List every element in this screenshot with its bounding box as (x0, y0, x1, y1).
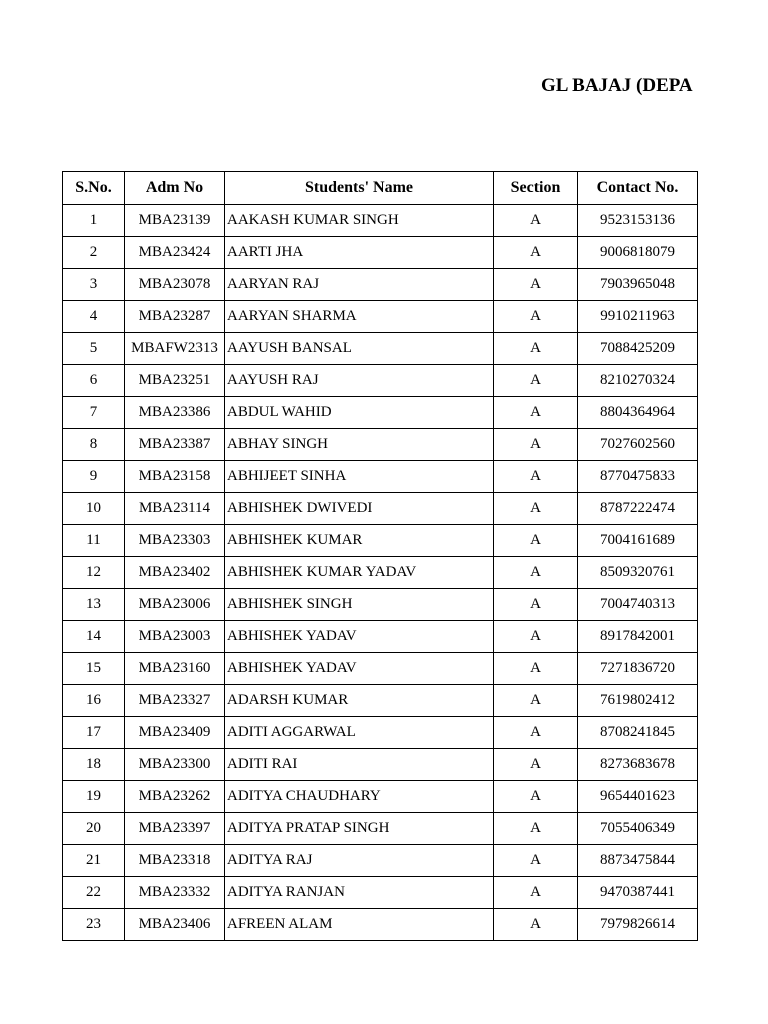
cell-contact-no: 9470387441 (578, 877, 698, 909)
cell-section: A (494, 205, 578, 237)
cell-section: A (494, 365, 578, 397)
cell-contact-no: 7903965048 (578, 269, 698, 301)
cell-adm-no: MBA23332 (125, 877, 225, 909)
cell-section: A (494, 525, 578, 557)
table-row (63, 365, 698, 397)
table-row (63, 781, 698, 813)
cell-adm-no: MBA23158 (125, 461, 225, 493)
cell-section: A (494, 685, 578, 717)
table-row (63, 877, 698, 909)
cell-sno: 15 (63, 653, 125, 685)
cell-sno: 22 (63, 877, 125, 909)
cell-student-name: ADITYA CHAUDHARY (225, 781, 494, 813)
cell-adm-no: MBA23318 (125, 845, 225, 877)
cell-section: A (494, 749, 578, 781)
table-row (63, 845, 698, 877)
cell-contact-no: 9006818079 (578, 237, 698, 269)
cell-contact-no: 7619802412 (578, 685, 698, 717)
cell-student-name: ABHISHEK DWIVEDI (225, 493, 494, 525)
cell-sno: 19 (63, 781, 125, 813)
cell-adm-no: MBA23078 (125, 269, 225, 301)
cell-adm-no: MBA23003 (125, 621, 225, 653)
cell-contact-no: 7027602560 (578, 429, 698, 461)
cell-adm-no: MBA23262 (125, 781, 225, 813)
cell-sno: 20 (63, 813, 125, 845)
table-row (63, 301, 698, 333)
cell-sno: 2 (63, 237, 125, 269)
cell-contact-no: 8210270324 (578, 365, 698, 397)
cell-sno: 13 (63, 589, 125, 621)
cell-section: A (494, 397, 578, 429)
cell-student-name: AARYAN SHARMA (225, 301, 494, 333)
cell-contact-no: 7004740313 (578, 589, 698, 621)
cell-adm-no: MBA23251 (125, 365, 225, 397)
cell-sno: 10 (63, 493, 125, 525)
cell-adm-no: MBA23397 (125, 813, 225, 845)
cell-student-name: AARTI JHA (225, 237, 494, 269)
cell-section: A (494, 493, 578, 525)
cell-contact-no: 8787222474 (578, 493, 698, 525)
header-sno: S.No. (63, 172, 125, 205)
cell-contact-no: 8770475833 (578, 461, 698, 493)
table-row (63, 429, 698, 461)
cell-student-name: ADITYA PRATAP SINGH (225, 813, 494, 845)
cell-student-name: ADARSH KUMAR (225, 685, 494, 717)
cell-sno: 5 (63, 333, 125, 365)
cell-section: A (494, 717, 578, 749)
cell-sno: 11 (63, 525, 125, 557)
cell-student-name: ABHISHEK KUMAR YADAV (225, 557, 494, 589)
cell-section: A (494, 237, 578, 269)
table-row (63, 461, 698, 493)
cell-contact-no: 9654401623 (578, 781, 698, 813)
cell-adm-no: MBA23300 (125, 749, 225, 781)
cell-section: A (494, 653, 578, 685)
table-row (63, 717, 698, 749)
cell-section: A (494, 429, 578, 461)
cell-section: A (494, 589, 578, 621)
table-row (63, 685, 698, 717)
cell-adm-no: MBA23114 (125, 493, 225, 525)
cell-adm-no: MBA23006 (125, 589, 225, 621)
cell-adm-no: MBA23406 (125, 909, 225, 941)
cell-adm-no: MBA23160 (125, 653, 225, 685)
cell-student-name: ABDUL WAHID (225, 397, 494, 429)
cell-student-name: ADITI RAI (225, 749, 494, 781)
table-row (63, 653, 698, 685)
cell-sno: 17 (63, 717, 125, 749)
table-row (63, 589, 698, 621)
cell-sno: 14 (63, 621, 125, 653)
page-title-region (0, 74, 697, 100)
cell-adm-no: MBA23424 (125, 237, 225, 269)
cell-adm-no: MBA23386 (125, 397, 225, 429)
table-row (63, 493, 698, 525)
header-section: Section (494, 172, 578, 205)
cell-adm-no: MBA23139 (125, 205, 225, 237)
cell-sno: 6 (63, 365, 125, 397)
student-roster-table (62, 171, 698, 941)
table-row (63, 557, 698, 589)
cell-section: A (494, 621, 578, 653)
cell-student-name: ADITI AGGARWAL (225, 717, 494, 749)
header-adm-no: Adm No (125, 172, 225, 205)
cell-section: A (494, 301, 578, 333)
cell-student-name: AFREEN ALAM (225, 909, 494, 941)
cell-sno: 7 (63, 397, 125, 429)
cell-sno: 21 (63, 845, 125, 877)
cell-contact-no: 7271836720 (578, 653, 698, 685)
table-header-row (63, 172, 698, 205)
cell-contact-no: 8804364964 (578, 397, 698, 429)
cell-section: A (494, 557, 578, 589)
cell-section: A (494, 909, 578, 941)
cell-section: A (494, 845, 578, 877)
cell-adm-no: MBA23409 (125, 717, 225, 749)
cell-section: A (494, 333, 578, 365)
cell-student-name: ABHISHEK YADAV (225, 653, 494, 685)
cell-contact-no: 9523153136 (578, 205, 698, 237)
cell-section: A (494, 877, 578, 909)
cell-contact-no: 8509320761 (578, 557, 698, 589)
cell-student-name: ABHAY SINGH (225, 429, 494, 461)
cell-student-name: AARYAN RAJ (225, 269, 494, 301)
table-row (63, 205, 698, 237)
table-row (63, 813, 698, 845)
cell-student-name: AAKASH KUMAR SINGH (225, 205, 494, 237)
cell-sno: 9 (63, 461, 125, 493)
cell-contact-no: 8708241845 (578, 717, 698, 749)
cell-adm-no: MBA23303 (125, 525, 225, 557)
cell-student-name: ADITYA RAJ (225, 845, 494, 877)
cell-sno: 3 (63, 269, 125, 301)
table-body (63, 205, 698, 941)
cell-adm-no: MBA23402 (125, 557, 225, 589)
cell-contact-no: 8873475844 (578, 845, 698, 877)
cell-adm-no: MBA23327 (125, 685, 225, 717)
cell-student-name: AAYUSH RAJ (225, 365, 494, 397)
cell-student-name: ABHISHEK YADAV (225, 621, 494, 653)
page-title: GL BAJAJ (DEPA (541, 75, 693, 96)
cell-adm-no: MBAFW2313 (125, 333, 225, 365)
cell-sno: 4 (63, 301, 125, 333)
header-students-name: Students' Name (225, 172, 494, 205)
cell-contact-no: 7004161689 (578, 525, 698, 557)
cell-sno: 16 (63, 685, 125, 717)
table-row (63, 397, 698, 429)
cell-contact-no: 9910211963 (578, 301, 698, 333)
cell-section: A (494, 461, 578, 493)
cell-student-name: AAYUSH BANSAL (225, 333, 494, 365)
table-row (63, 269, 698, 301)
header-contact-no: Contact No. (578, 172, 698, 205)
cell-sno: 1 (63, 205, 125, 237)
cell-contact-no: 8273683678 (578, 749, 698, 781)
cell-sno: 12 (63, 557, 125, 589)
table-row (63, 621, 698, 653)
cell-contact-no: 7055406349 (578, 813, 698, 845)
cell-section: A (494, 269, 578, 301)
table-row (63, 525, 698, 557)
cell-contact-no: 7088425209 (578, 333, 698, 365)
table-row (63, 749, 698, 781)
cell-sno: 23 (63, 909, 125, 941)
cell-adm-no: MBA23287 (125, 301, 225, 333)
cell-adm-no: MBA23387 (125, 429, 225, 461)
table-row (63, 237, 698, 269)
cell-sno: 18 (63, 749, 125, 781)
cell-section: A (494, 813, 578, 845)
table-row (63, 909, 698, 941)
cell-sno: 8 (63, 429, 125, 461)
cell-student-name: ADITYA RANJAN (225, 877, 494, 909)
table-row (63, 333, 698, 365)
cell-section: A (494, 781, 578, 813)
cell-student-name: ABHISHEK KUMAR (225, 525, 494, 557)
cell-student-name: ABHISHEK SINGH (225, 589, 494, 621)
cell-student-name: ABHIJEET SINHA (225, 461, 494, 493)
cell-contact-no: 7979826614 (578, 909, 698, 941)
cell-contact-no: 8917842001 (578, 621, 698, 653)
